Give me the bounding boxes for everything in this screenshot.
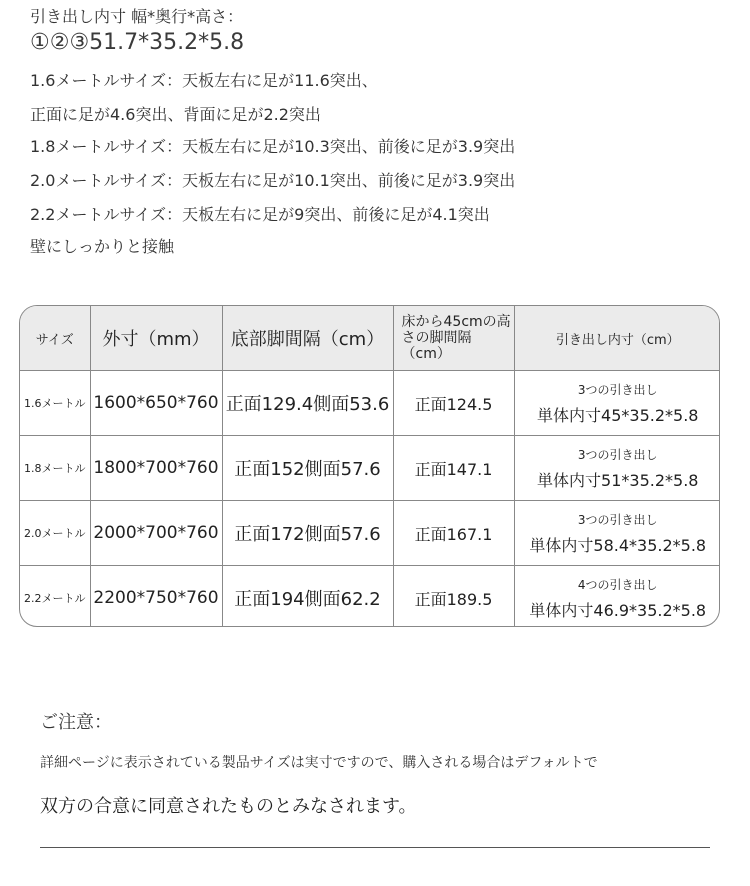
divider (40, 847, 710, 848)
cell-leg: 正面129.4側面53.6 (222, 371, 393, 436)
cell-size: 1.8メートル (20, 436, 90, 501)
intro-line: 1.8メートルサイズ：天板左右に足が10.3突出、前後に足が3.9突出 (30, 137, 516, 156)
cell-floor: 正面167.1 (393, 501, 514, 566)
drawer-size: ①②③51.7*35.2*5.8 (30, 30, 245, 55)
header-leg-spacing: 底部脚間隔（cm） (222, 306, 393, 371)
drawer-count: 4つの引き出し (577, 577, 658, 592)
drawer-heading: 引き出し内寸 幅*奥行*高さ： (30, 7, 244, 26)
intro-line: 正面に足が4.6突出、背面に足が2.2突出 (30, 105, 321, 124)
cell-outer: 2000*700*760 (90, 501, 222, 566)
cell-leg: 正面172側面57.6 (222, 501, 393, 566)
drawer-inner: 単体内寸51*35.2*5.8 (537, 470, 699, 490)
drawer-count: 3つの引き出し (577, 447, 658, 462)
table-row (20, 566, 720, 628)
cell-outer: 1800*700*760 (90, 436, 222, 501)
header-outer: 外寸（mm） (90, 306, 222, 371)
cell-size: 1.6メートル (20, 371, 90, 436)
intro-line: 2.2メートルサイズ：天板左右に足が9突出、前後に足が4.1突出 (30, 205, 490, 224)
drawer-inner: 単体内寸58.4*35.2*5.8 (529, 535, 707, 555)
intro-line: 1.6メートルサイズ：天板左右に足が11.6突出、 (30, 71, 378, 90)
cell-floor: 正面189.5 (393, 566, 514, 628)
cell-drawer (514, 371, 720, 436)
cell-size: 2.0メートル (20, 501, 90, 566)
cell-leg: 正面194側面62.2 (222, 566, 393, 628)
header-drawer: 引き出し内寸（cm） (514, 306, 720, 371)
notice-line: 詳細ページに表示されている製品サイズは実寸ですので、購入される場合はデフォルトで (40, 755, 598, 771)
cell-drawer (514, 566, 720, 628)
table-row (20, 436, 720, 501)
cell-drawer (514, 436, 720, 501)
cell-leg: 正面152側面57.6 (222, 436, 393, 501)
drawer-inner: 単体内寸45*35.2*5.8 (537, 405, 699, 425)
drawer-inner: 単体内寸46.9*35.2*5.8 (529, 600, 707, 620)
notice-line: 双方の合意に同意されたものとみなされます。 (40, 796, 417, 817)
cell-outer: 2200*750*760 (90, 566, 222, 628)
table-row (20, 371, 720, 436)
intro-line: 壁にしっかりと接触 (30, 237, 175, 256)
drawer-count: 3つの引き出し (577, 382, 658, 397)
header-floor-spacing: 床から45cmの高さの脚間隔（cm） (393, 306, 514, 371)
table-header-row (20, 306, 720, 371)
intro-line: 2.0メートルサイズ：天板左右に足が10.1突出、前後に足が3.9突出 (30, 171, 516, 190)
cell-drawer (514, 501, 720, 566)
table-row (20, 501, 720, 566)
notice-title: ご注意： (40, 712, 112, 733)
cell-outer: 1600*650*760 (90, 371, 222, 436)
cell-floor: 正面147.1 (393, 436, 514, 501)
cell-size: 2.2メートル (20, 566, 90, 628)
size-table (19, 305, 720, 627)
cell-floor: 正面124.5 (393, 371, 514, 436)
header-size: サイズ (20, 306, 90, 371)
drawer-count: 3つの引き出し (577, 512, 658, 527)
